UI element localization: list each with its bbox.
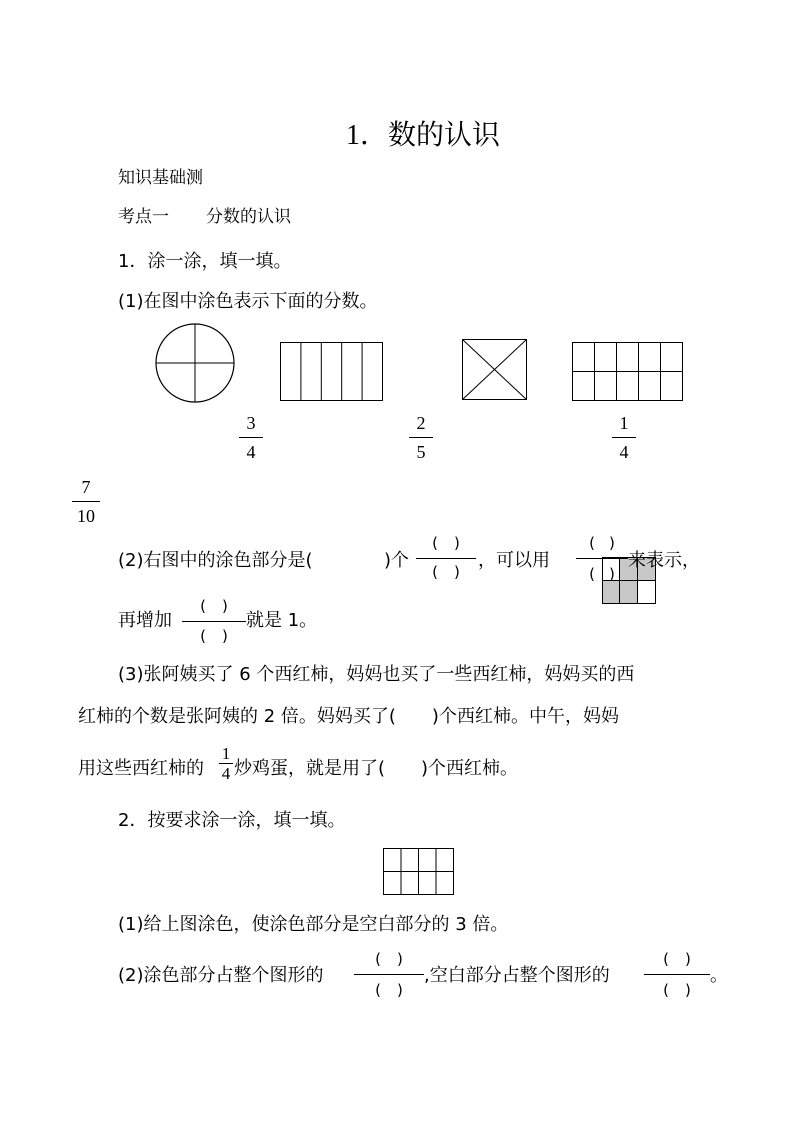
fraction-one-quarter-inline — [219, 745, 233, 782]
question-2-part-2a: (2)涂色部分占整个图形的 — [118, 965, 324, 986]
fraction-denominator: 4 — [221, 764, 231, 783]
question-2-part-2b: ,空白部分占整个图形的 — [424, 965, 610, 986]
blank-fraction[interactable]: ( ) ( ) — [644, 950, 710, 1002]
question-2-title: 2．按要求涂一涂，填一填。 — [118, 810, 346, 831]
topic-label: 考点一 — [118, 207, 169, 227]
fraction-numerator: 1 — [221, 744, 231, 763]
part-2-text-b: )个 — [384, 550, 410, 571]
fraction-denominator: 4 — [246, 442, 256, 462]
fraction-numerator: 1 — [619, 413, 629, 433]
fraction-denominator: 5 — [416, 442, 426, 462]
blank-fraction[interactable]: ( ) ( ) — [182, 597, 246, 649]
part-3-line-3a: 用这些西红柿的 — [78, 758, 204, 779]
page-title: 1．数的认识 — [346, 120, 501, 151]
fraction-three-quarters — [239, 412, 263, 463]
rectangle-tenths-figure — [572, 342, 684, 402]
rectangle-eighths-figure — [383, 848, 455, 896]
fraction-seven-tenths — [72, 476, 100, 527]
question-2-part-1: (1)给上图涂色，使涂色部分是空白部分的 3 倍。 — [118, 914, 509, 935]
part-2-text-f: 就是 1。 — [246, 610, 318, 631]
square-diagonals-figure — [462, 339, 528, 401]
blank-fraction[interactable]: ( ) ( ) — [576, 534, 628, 584]
fraction-numerator: 7 — [81, 477, 91, 497]
topic-name: 分数的认识 — [206, 207, 291, 227]
part-2-text-d: 来表示， — [628, 550, 700, 571]
part-3-line-3b: 炒鸡蛋，就是用了( )个西红柿。 — [234, 758, 519, 779]
part-2-text-e: 再增加 — [118, 610, 172, 631]
part-2-text-c: ，可以用 — [478, 550, 550, 571]
part-3-line-1: (3)张阿姨买了 6 个西红柿，妈妈也买了一些西红柿，妈妈买的西 — [118, 664, 635, 685]
fraction-two-fifths — [409, 412, 433, 463]
question-2-part-2c: 。 — [710, 965, 728, 986]
fraction-denominator: 4 — [619, 442, 629, 462]
fraction-numerator: 3 — [246, 413, 256, 433]
fraction-one-quarter — [612, 412, 636, 463]
fraction-numerator: 2 — [416, 413, 426, 433]
blank-fraction[interactable]: ( ) ( ) — [416, 534, 476, 584]
circle-quarters-figure — [154, 323, 238, 403]
part-3-line-2: 红柿的个数是张阿姨的 2 倍。妈妈买了( )个西红柿。中午，妈妈 — [78, 706, 619, 727]
rectangle-fifths-figure — [280, 342, 384, 402]
section-heading: 知识基础测 — [118, 168, 203, 188]
fraction-denominator: 10 — [77, 506, 95, 526]
question-1-part-1-text: (1)在图中涂色表示下面的分数。 — [118, 291, 378, 312]
part-2-text-a: (2)右图中的涂色部分是( — [118, 550, 313, 571]
blank-fraction[interactable]: ( ) ( ) — [354, 950, 424, 1002]
question-1-title: 1．涂一涂，填一填。 — [118, 251, 292, 272]
